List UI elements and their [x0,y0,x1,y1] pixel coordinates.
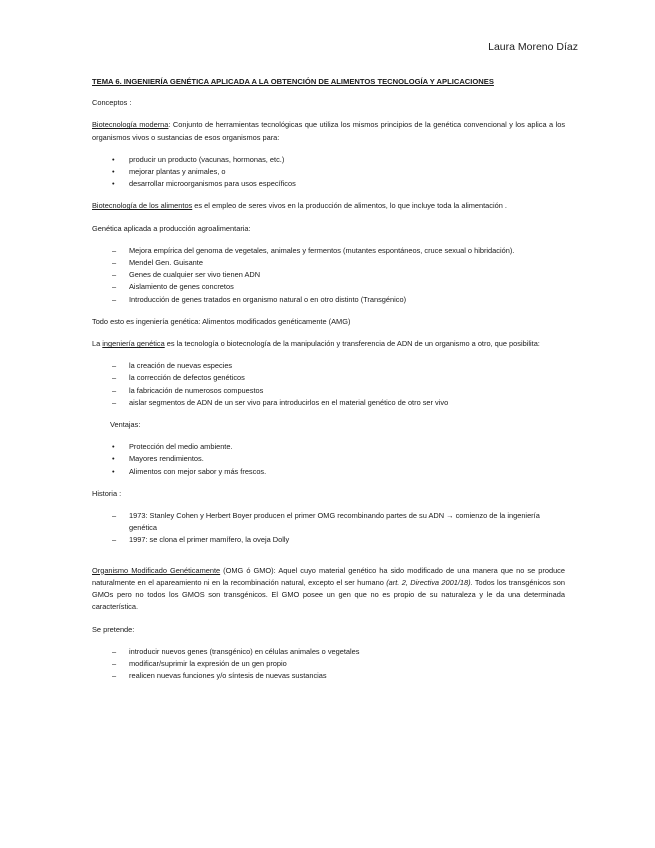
list-item-text: la corrección de defectos genéticos [129,373,245,383]
list-item-text: Introducción de genes tratados en organismo natural o en otro distinto (Transgénico) [129,294,407,304]
list-item [92,534,565,546]
list-item-text: introducir nuevos genes (transgénico) en células animales o vegetales [129,646,360,656]
biotec-alimentos-text: es el empleo de seres vivos en la producción de alimentos, lo que incluye toda la alimentación . [192,201,507,211]
ventajas-heading: Ventajas: [110,420,141,430]
dash-marker: – [112,385,117,395]
todo-esto-paragraph: Todo esto es ingeniería genética: Alimentos modificados genéticamente (AMG) [92,316,351,326]
list-item-text: modificar/suprimir la expresión de un gen propio [129,658,287,668]
list-item [92,453,565,465]
dash-marker: – [112,511,117,521]
dash-marker: – [112,270,117,280]
omg-term: Organismo Modificado Genéticamente [92,565,221,575]
list-item [92,441,565,453]
bullet-marker: • [112,167,115,177]
ingenieria-text: es la tecnología o biotecnología de la manipulación y transferencia de ADN de un organismo a otro, que posibilita: [164,339,540,349]
genetica-list [92,245,565,306]
list-item [92,245,565,257]
document-body [92,76,565,692]
omg-paragraph [92,565,565,614]
dash-marker: – [112,258,117,268]
list-item-text: Protección del medio ambiente. [129,442,233,452]
bullet-marker: • [112,442,115,452]
ingenieria-paragraph [92,338,565,350]
list-item-text: mejorar plantas y animales, o [129,167,226,177]
list-item [92,510,565,534]
biotec-alimentos-paragraph [92,200,565,212]
historia-heading: Historia : [92,488,122,498]
list-item [92,178,565,190]
list-item [92,269,565,281]
ingenieria-term: ingeniería genética [102,339,165,349]
dash-marker: – [112,373,117,383]
dash-marker: – [112,646,117,656]
biotec-moderna-paragraph [92,119,565,143]
list-item-text: realicen nuevas funciones y/o síntesis de nuevas sustancias [129,671,327,681]
biotec-moderna-text: : Conjunto de herramientas tecnológicas que utiliza los mismos principios de la genética convencional y los aplica a los organismos vivos o sustancias de esos organismos para: [92,120,566,142]
ingenieria-pre: La [92,339,103,349]
biotec-alimentos-term: Biotecnología de los alimentos [92,201,193,211]
list-item [92,257,565,269]
dash-marker: – [112,282,117,292]
historia-list [92,510,565,547]
bullet-marker: • [112,154,115,164]
omg-text-1: (OMG ó GMO): Aquel cuyo material genético ha sido modificado de una manera que no se produce naturalmente en el apareamiento ni en la recombinación natural, excepto el ser humano [92,565,565,587]
list-item [92,294,565,306]
dash-marker: – [112,397,117,407]
list-item-text: 1973: Stanley Cohen y Herbert Boyer producen el primer OMG recombinando partes de su ADN → comienzo de la ingeniería genética [129,511,540,533]
list-item-text: desarrollar microorganismos para usos específicos [129,179,296,189]
list-item-text: Aislamiento de genes concretos [129,282,234,292]
list-item [92,360,565,372]
list-item [92,385,565,397]
list-item [92,281,565,293]
list-item-text: la creación de nuevas especies [129,361,233,371]
list-item [92,670,565,682]
pretende-heading: Se pretende: [92,624,135,634]
list-item [92,397,565,409]
list-item-text: producir un producto (vacunas, hormonas, etc.) [129,154,285,164]
list-item-text: aislar segmentos de ADN de un ser vivo para introducirlos en el material genético de otro ser vivo [129,397,449,407]
dash-marker: – [112,294,117,304]
omg-text-2: Todos los transgénicos son GMOs pero no todos los GMOS son transgénicos. El GMO posee un gen que no es propio de su naturaleza y le da una determinada característica. [92,577,565,612]
omg-citation: (art. 2, Directiva 2001/18). [386,577,473,587]
bullet-marker: • [112,466,115,476]
dash-marker: – [112,535,117,545]
list-item-text: Mejora empírica del genoma de vegetales, animales y fermentos (mutantes espontáneos, cruce sexual o hibridación). [129,245,515,255]
list-item-text: Alimentos con mejor sabor y más frescos. [129,466,267,476]
ventajas-list [92,441,565,478]
list-item [92,658,565,670]
ingenieria-list [92,360,565,409]
dash-marker: – [112,245,117,255]
list-item [92,166,565,178]
biotec-moderna-list [92,154,565,191]
bullet-marker: • [112,179,115,189]
bullet-marker: • [112,454,115,464]
list-item-text: 1997: se clona el primer mamífero, la oveja Dolly [129,535,290,545]
list-item [92,646,565,658]
biotec-moderna-term: Biotecnología moderna [92,120,169,130]
list-item-text: Mendel Gen. Guisante [129,258,203,268]
list-item [92,154,565,166]
list-item-text: la fabricación de numerosos compuestos [129,385,264,395]
author-name: Laura Moreno Díaz [488,41,578,53]
list-item-text: Mayores rendimientos. [129,454,204,464]
list-item-text: Genes de cualquier ser vivo tienen ADN [129,270,261,280]
conceptos-heading: Conceptos : [92,98,132,108]
document-title: TEMA 6. INGENIERÍA GENÉTICA APLICADA A LA OBTENCIÓN DE ALIMENTOS TECNOLOGÍA Y APLICACIONES [92,77,494,86]
list-item [92,372,565,384]
genetica-heading: Genética aplicada a producción agroalimentaria: [92,223,251,233]
dash-marker: – [112,361,117,371]
pretende-list [92,646,565,683]
dash-marker: – [112,658,117,668]
spacer [92,557,565,565]
list-item [92,466,565,478]
dash-marker: – [112,671,117,681]
